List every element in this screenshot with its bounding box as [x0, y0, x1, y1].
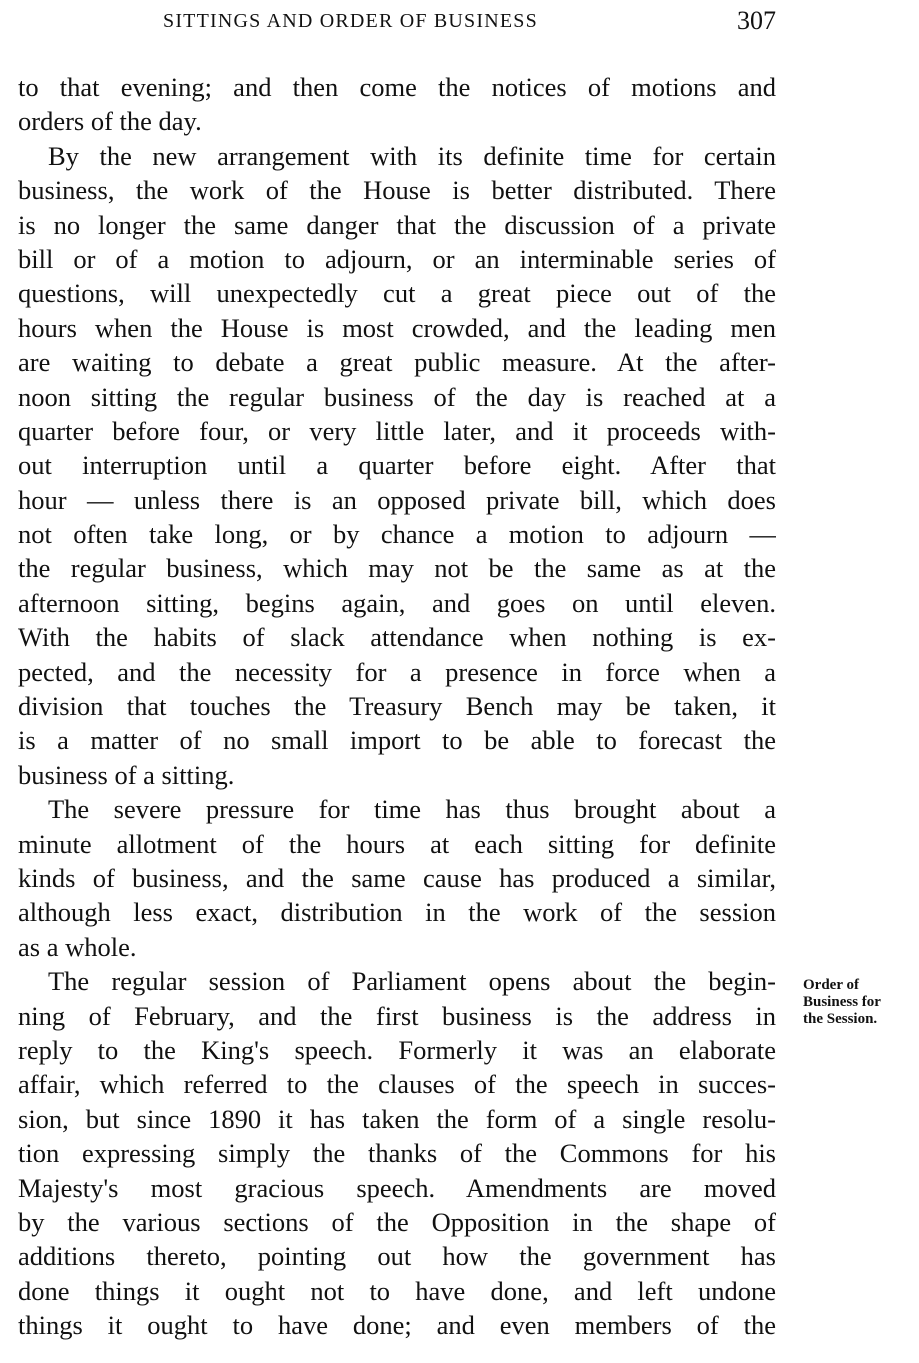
page-header [18, 6, 776, 40]
text-line: bill or of a motion to adjourn, or an interminable series of [18, 243, 776, 274]
text-line: as a whole. [18, 931, 137, 962]
text-line: although less exact, distribution in the work of the session [18, 897, 776, 928]
text-line: minute allotment of the hours at each sitting for definite [18, 828, 776, 859]
text-line: business of a sitting. [18, 759, 235, 790]
text-line: out interruption until a quarter before eight. After that [18, 450, 776, 481]
text-line: orders of the day. [18, 106, 202, 137]
margin-note [803, 977, 915, 1028]
text-line: affair, which referred to the clauses of the speech in succes- [18, 1069, 776, 1100]
text-line: questions, will unexpectedly cut a great piece out of the [18, 278, 776, 309]
text-line: division that touches the Treasury Bench may be taken, it [18, 691, 776, 722]
text-line: tion expressing simply the thanks of the Commons for his [18, 1138, 776, 1169]
text-line: With the habits of slack attendance when nothing is ex- [18, 622, 776, 653]
text-line: by the various sections of the Opposition in the shape of [18, 1206, 776, 1237]
text-line: ning of February, and the first business is the address in [18, 1000, 776, 1031]
text-line: afternoon sitting, begins again, and goes on until eleven. [18, 587, 776, 618]
text-line: noon sitting the regular business of the day is reached at a [18, 381, 776, 412]
text-line: Majesty's most gracious speech. Amendments are moved [18, 1172, 776, 1203]
text-line: the regular business, which may not be the same as at the [18, 553, 776, 584]
text-line: sion, but since 1890 it has taken the form of a single resolu- [18, 1103, 776, 1134]
running-head: SITTINGS AND ORDER OF BUSINESS [163, 10, 538, 32]
margin-note-line: the Session. [803, 1011, 878, 1027]
text-line: hours when the House is most crowded, and the leading men [18, 312, 776, 343]
text-line: to that evening; and then come the notices of motions and [18, 72, 776, 102]
text-line: The regular session of Parliament opens about the begin- [48, 966, 776, 997]
text-line: reply to the King's speech. Formerly it was an elaborate [18, 1034, 776, 1065]
text-line: done things it ought not to have done, and left undone [18, 1275, 776, 1306]
text-line: business, the work of the House is better distributed. There [18, 175, 776, 206]
body-text [18, 70, 776, 1342]
text-line: hour — unless there is an opposed private bill, which does [18, 484, 776, 515]
text-line: The severe pressure for time has thus brought about a [48, 794, 776, 825]
text-line: pected, and the necessity for a presence in force when a [18, 656, 776, 687]
text-line: kinds of business, and the same cause has produced a similar, [18, 862, 776, 893]
margin-note-line: Order of [803, 977, 859, 993]
text-line: quarter before four, or very little later, and it proceeds with- [18, 415, 776, 446]
margin-note-line: Business for [803, 994, 881, 1010]
text-line: is a matter of no small import to be able to forecast the [18, 725, 776, 756]
text-line: things it ought to have done; and even members of the [18, 1310, 776, 1341]
text-line: is no longer the same danger that the discussion of a private [18, 209, 776, 240]
text-line: additions thereto, pointing out how the government has [18, 1241, 776, 1272]
text-line: By the new arrangement with its definite time for certain [48, 140, 776, 171]
page-number: 307 [737, 6, 776, 35]
text-line: are waiting to debate a great public measure. At the after- [18, 347, 776, 378]
text-line: not often take long, or by chance a motion to adjourn — [18, 519, 776, 550]
